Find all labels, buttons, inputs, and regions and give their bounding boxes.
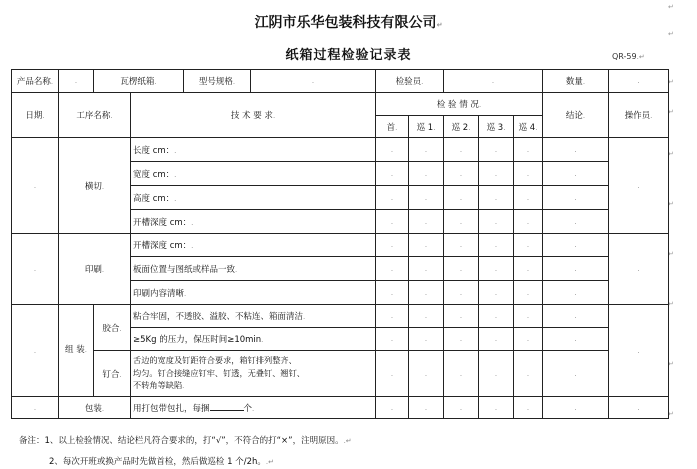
req-cell: 开槽深度 cm：. (131, 210, 376, 234)
quantity-label-cell: 数量. (543, 70, 609, 93)
subprocess-nailing: 钉合. (94, 351, 131, 397)
paragraph-mark: ↵ (668, 108, 674, 116)
process-cutting: 横切. (59, 138, 131, 234)
process-packing: 包装. (59, 397, 131, 419)
inspector-value-cell: . (444, 70, 543, 93)
table-row: . 横切. 长度 cm：. . . . . . . . (12, 138, 669, 162)
paragraph-mark: ↵ (668, 360, 674, 368)
header-process: 工序名称. (59, 93, 131, 138)
req-cell: 长度 cm：. (131, 138, 376, 162)
note-line-1: 备注：1、以上检验情况、结论栏凡符合要求的，打“√”，不符合的打“×”，注明原因。.↵ (19, 436, 352, 446)
req-cell: 印刷内容清晰. (131, 281, 376, 305)
req-cell: 高度 cm：. (131, 186, 376, 210)
table-row: ≥5Kg 的压力，保压时间≥10min. . . . . . . (12, 328, 669, 351)
paragraph-mark: ↵ (668, 78, 674, 86)
form-code: QR-59.↵ (612, 52, 645, 61)
req-cell: 舌边的宽度及钉距符合要求，箱钉排列整齐、 均匀。钉合接缝应钉牢、钉透，无叠钉、翘钉、 不转角等缺陷. (131, 351, 376, 397)
req-cell: 开槽深度 cm：. (131, 234, 376, 257)
paragraph-mark: ↵ (668, 30, 674, 38)
paragraph-mark: ↵ (668, 300, 674, 308)
paragraph-mark: ↵ (668, 410, 674, 418)
header-date: 日期. (12, 93, 59, 138)
header-first: 首. (376, 116, 409, 138)
process-assembly: 组 装. (59, 305, 94, 397)
req-cell: ≥5Kg 的压力，保压时间≥10min. (131, 328, 376, 351)
date-cell: . (12, 305, 59, 397)
header-patrol-2: 巡 2. (444, 116, 479, 138)
req-cell: 粘合牢固，不透胶、溢胶、不粘连、箱面清洁. (131, 305, 376, 328)
header-row-1 (12, 93, 669, 116)
header-patrol-3: 巡 3. (479, 116, 514, 138)
header-patrol-4: 巡 4. (514, 116, 543, 138)
model-label-cell: 型号规格. (184, 70, 251, 93)
box-type-cell: 瓦楞纸箱. (94, 70, 184, 93)
table-row: 宽度 cm：. . . . . . . (12, 162, 669, 186)
quantity-value-cell: . (609, 70, 669, 93)
date-cell: . (12, 397, 59, 419)
table-row: 板面位置与图纸或样品一致. . . . . . . (12, 257, 669, 281)
req-cell: 宽度 cm：. (131, 162, 376, 186)
table-row: . 印刷. 开槽深度 cm：. . . . . . . . (12, 234, 669, 257)
subprocess-gluing: 胶合. (94, 305, 131, 351)
table-row: 钉合. 舌边的宽度及钉距符合要求，箱钉排列整齐、 均匀。钉合接缝应钉牢、钉透，无叠钉、翘钉、 不转角等缺陷. . . . . . . (12, 351, 669, 397)
date-cell: . (12, 138, 59, 234)
table-row: . 包装. 用打包带包扎，每捆 个. . . . . . . . (12, 397, 669, 419)
header-operator: 操作员. (609, 93, 669, 138)
company-name: 江阴市乐华包装科技有限公司↵ (254, 15, 443, 31)
table-row: 印刷内容清晰. . . . . . . (12, 281, 669, 305)
paragraph-mark: ↵ (668, 250, 674, 258)
date-cell: . (12, 234, 59, 305)
operator-cell: . (609, 234, 669, 305)
table-row: 高度 cm：. . . . . . . (12, 186, 669, 210)
operator-cell: . (609, 397, 669, 419)
inspector-label-cell: 检验员. (376, 70, 444, 93)
paragraph-mark: ↵ (668, 200, 674, 208)
model-value-cell: . (251, 70, 376, 93)
req-cell: 用打包带包扎，每捆 个. (131, 397, 376, 419)
first-cell: . (376, 138, 409, 162)
operator-cell: . (609, 138, 669, 234)
process-printing: 印刷. (59, 234, 131, 305)
product-name-value-cell: . (59, 70, 94, 93)
header-conclusion: 结论. (543, 93, 609, 138)
req-cell: 板面位置与图纸或样品一致. (131, 257, 376, 281)
operator-cell: . (609, 305, 669, 397)
header-patrol-1: 巡 1. (409, 116, 444, 138)
header-tech-req: 技 术 要 求. (131, 93, 376, 138)
meta-row (12, 70, 669, 93)
product-name-label-cell: 产品名称. (12, 70, 59, 93)
paragraph-mark: ↵ (668, 150, 674, 158)
header-inspection: 检 验 情 况. (376, 93, 543, 116)
table-row: . 组 装. 胶合. 粘合牢固，不透胶、溢胶、不粘连、箱面清洁. . . . . . . . (12, 305, 669, 328)
table-row: 开槽深度 cm：. . . . . . . (12, 210, 669, 234)
form-title: 纸箱过程检验记录表 (285, 48, 412, 63)
inspection-table (11, 69, 669, 419)
paragraph-mark: ↵ (668, 3, 674, 11)
note-line-2: 2、每次开班或换产品时先做首检，然后做巡检 1 个/2h。.↵ (49, 457, 274, 467)
